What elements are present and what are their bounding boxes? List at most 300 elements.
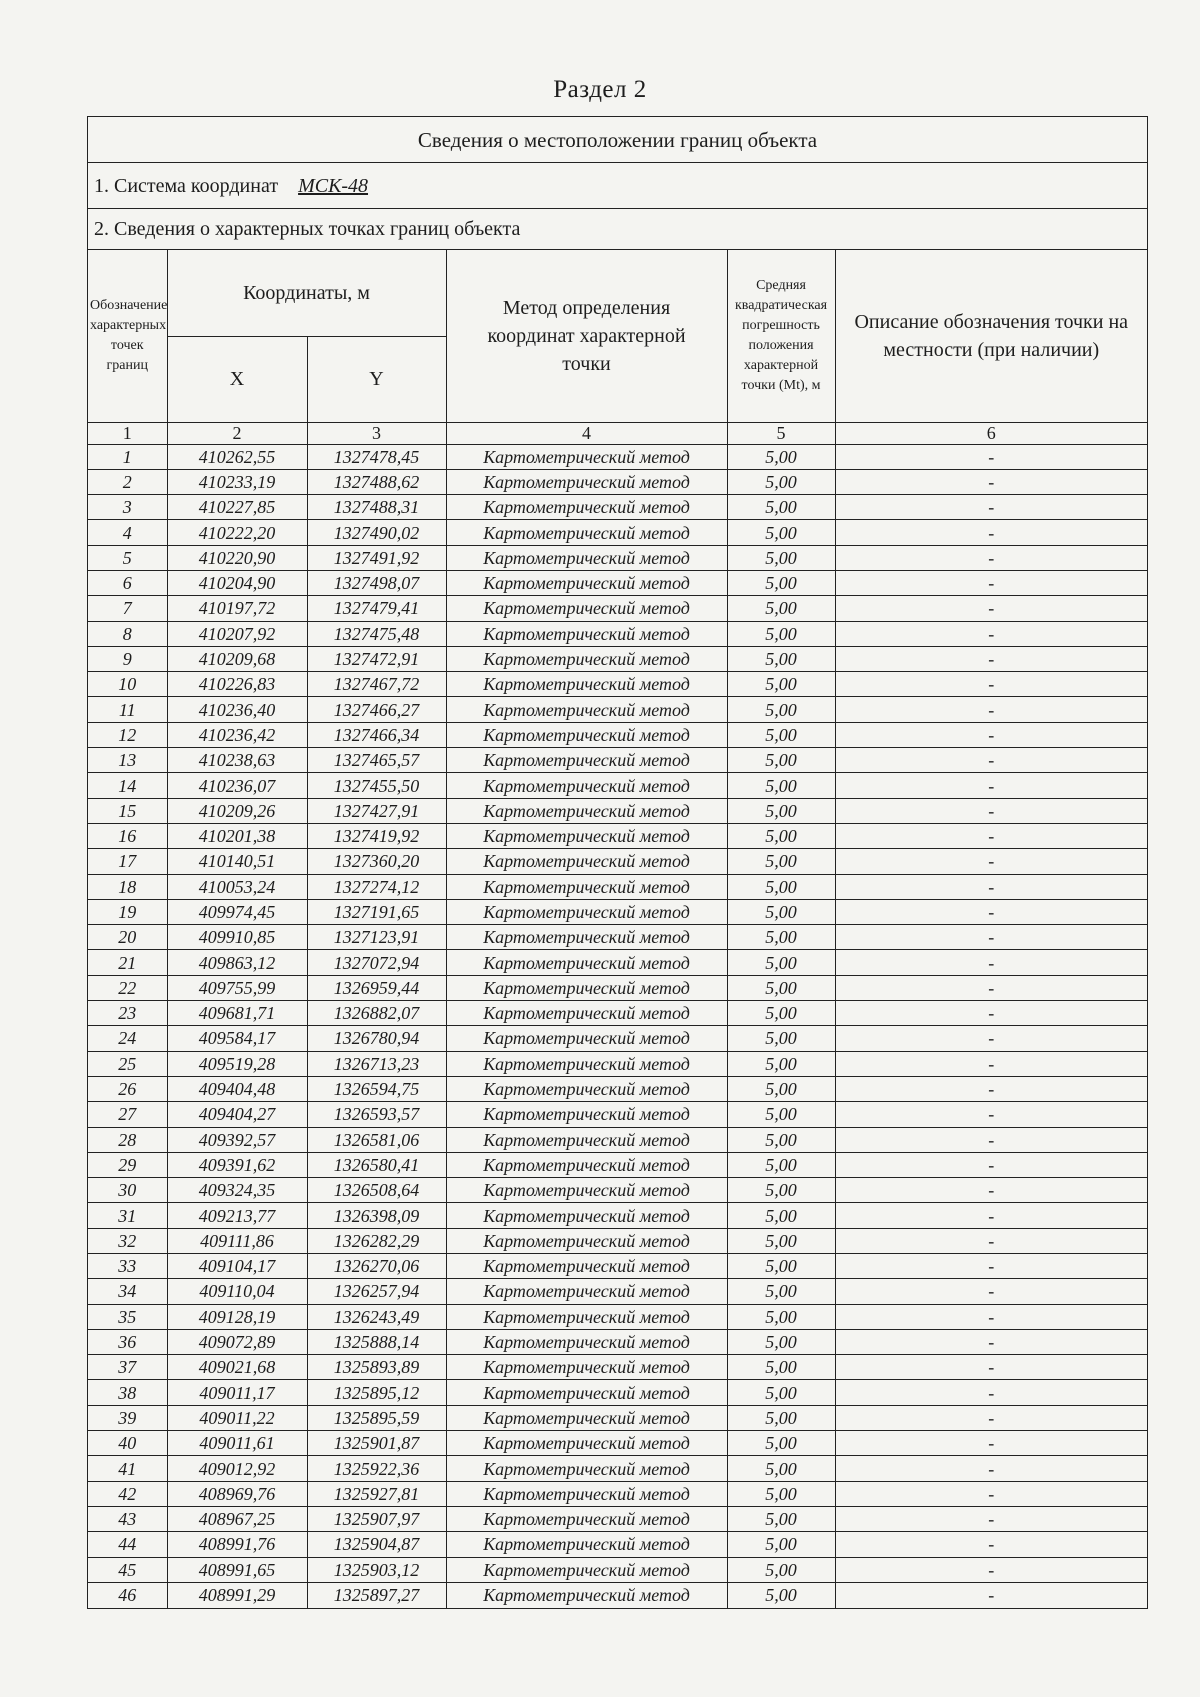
coord-x: 409404,48 [167,1076,307,1101]
description: - [835,798,1147,823]
description: - [835,1076,1147,1101]
rmse-value: 5,00 [727,1127,835,1152]
coord-y: 1325895,59 [307,1405,446,1430]
method: Картометрический метод [446,1076,727,1101]
coord-x: 408967,25 [167,1506,307,1531]
point-number: 38 [88,1380,167,1405]
header-designation: Обозначение характерных точек границ [88,250,167,422]
method: Картометрический метод [446,773,727,798]
header-method: Метод определения координат характерной точки [446,250,727,422]
coord-x: 409755,99 [167,975,307,1000]
point-number: 35 [88,1304,167,1329]
method: Картометрический метод [446,621,727,646]
method: Картометрический метод [446,823,727,848]
point-number: 6 [88,570,167,595]
table-row [88,444,1147,469]
coord-y: 1325895,12 [307,1380,446,1405]
description: - [835,1152,1147,1177]
coord-x: 410053,24 [167,874,307,899]
rmse-value: 5,00 [727,1329,835,1354]
point-number: 13 [88,748,167,773]
coord-y: 1327478,45 [307,444,446,469]
method: Картометрический метод [446,1329,727,1354]
coord-x: 410262,55 [167,444,307,469]
description: - [835,1431,1147,1456]
description: - [835,1228,1147,1253]
description: - [835,722,1147,747]
coord-y: 1327475,48 [307,621,446,646]
description: - [835,697,1147,722]
rmse-value: 5,00 [727,1178,835,1203]
method: Картометрический метод [446,1456,727,1481]
point-number: 27 [88,1102,167,1127]
rmse-value: 5,00 [727,925,835,950]
coord-x: 409011,22 [167,1405,307,1430]
point-number: 41 [88,1456,167,1481]
header-x: X [167,336,307,422]
table-row [88,1481,1147,1506]
description: - [835,925,1147,950]
rmse-value: 5,00 [727,469,835,494]
point-number: 45 [88,1557,167,1582]
table-row [88,874,1147,899]
description: - [835,596,1147,621]
point-number: 16 [88,823,167,848]
point-number: 28 [88,1127,167,1152]
table-row [88,697,1147,722]
rmse-value: 5,00 [727,1557,835,1582]
coord-x: 410227,85 [167,495,307,520]
coord-y: 1327419,92 [307,823,446,848]
coord-x: 409974,45 [167,899,307,924]
coord-x: 409012,92 [167,1456,307,1481]
description: - [835,1355,1147,1380]
coord-y: 1326882,07 [307,1001,446,1026]
point-number: 17 [88,849,167,874]
coord-y: 1327466,34 [307,722,446,747]
rmse-value: 5,00 [727,722,835,747]
method: Картометрический метод [446,975,727,1000]
method: Картометрический метод [446,545,727,570]
table-row [88,1380,1147,1405]
rmse-value: 5,00 [727,697,835,722]
method: Картометрический метод [446,1228,727,1253]
point-number: 3 [88,495,167,520]
point-number: 7 [88,596,167,621]
rmse-value: 5,00 [727,1405,835,1430]
point-number: 29 [88,1152,167,1177]
point-number: 21 [88,950,167,975]
method: Картометрический метод [446,950,727,975]
coord-y: 1327490,02 [307,520,446,545]
table-row [88,975,1147,1000]
rmse-value: 5,00 [727,849,835,874]
method: Картометрический метод [446,1279,727,1304]
rmse-value: 5,00 [727,1481,835,1506]
table-row [88,798,1147,823]
description: - [835,1001,1147,1026]
table-row [88,596,1147,621]
method: Картометрический метод [446,596,727,621]
coord-y: 1326282,29 [307,1228,446,1253]
point-number: 5 [88,545,167,570]
method: Картометрический метод [446,1127,727,1152]
rmse-value: 5,00 [727,444,835,469]
header-rmse: Средняя квадратическая погрешность положения характерной точки (Mt), м [727,250,835,422]
coord-x: 410226,83 [167,672,307,697]
point-number: 2 [88,469,167,494]
rmse-value: 5,00 [727,1152,835,1177]
description: - [835,1102,1147,1127]
point-number: 10 [88,672,167,697]
point-number: 40 [88,1431,167,1456]
coord-x: 410201,38 [167,823,307,848]
coord-system-label: 1. Система координат [94,175,279,197]
description: - [835,1456,1147,1481]
column-number: 2 [167,422,307,444]
coord-x: 409404,27 [167,1102,307,1127]
point-number: 24 [88,1026,167,1051]
description: - [835,1254,1147,1279]
coord-x: 409324,35 [167,1178,307,1203]
rmse-value: 5,00 [727,748,835,773]
header-coordinates: Координаты, м [167,250,446,336]
coord-y: 1325903,12 [307,1557,446,1582]
header-y: Y [307,336,446,422]
method: Картометрический метод [446,1431,727,1456]
description: - [835,1203,1147,1228]
description: - [835,1557,1147,1582]
table-row [88,1431,1147,1456]
column-number: 4 [446,422,727,444]
point-number: 43 [88,1506,167,1531]
point-number: 23 [88,1001,167,1026]
table-row [88,1557,1147,1582]
coord-x: 409681,71 [167,1001,307,1026]
method: Картометрический метод [446,1102,727,1127]
table-row [88,1228,1147,1253]
coord-y: 1327467,72 [307,672,446,697]
description: - [835,1178,1147,1203]
coord-system-row [88,163,1147,209]
table-row [88,1152,1147,1177]
table-row [88,950,1147,975]
point-number: 19 [88,899,167,924]
coord-x: 409910,85 [167,925,307,950]
method: Картометрический метод [446,722,727,747]
rmse-value: 5,00 [727,1582,835,1607]
coord-x: 409391,62 [167,1152,307,1177]
rmse-value: 5,00 [727,1355,835,1380]
description: - [835,874,1147,899]
point-number: 8 [88,621,167,646]
coord-x: 409213,77 [167,1203,307,1228]
method: Картометрический метод [446,1532,727,1557]
method: Картометрический метод [446,1304,727,1329]
coord-x: 410209,26 [167,798,307,823]
column-number-row [88,422,1147,444]
coord-x: 410220,90 [167,545,307,570]
point-number: 42 [88,1481,167,1506]
coord-x: 409072,89 [167,1329,307,1354]
coord-x: 409111,86 [167,1228,307,1253]
rmse-value: 5,00 [727,1304,835,1329]
coord-y: 1326243,49 [307,1304,446,1329]
rmse-value: 5,00 [727,773,835,798]
point-number: 22 [88,975,167,1000]
coord-y: 1326580,41 [307,1152,446,1177]
coord-y: 1325922,36 [307,1456,446,1481]
method: Картометрический метод [446,672,727,697]
coord-x: 410140,51 [167,849,307,874]
method: Картометрический метод [446,697,727,722]
coord-y: 1327498,07 [307,570,446,595]
coord-x: 410233,19 [167,469,307,494]
coord-x: 410236,42 [167,722,307,747]
method: Картометрический метод [446,798,727,823]
table-row [88,1254,1147,1279]
coord-x: 409584,17 [167,1026,307,1051]
method: Картометрический метод [446,1481,727,1506]
description: - [835,823,1147,848]
method: Картометрический метод [446,1001,727,1026]
coord-y: 1327123,91 [307,925,446,950]
table-row [88,545,1147,570]
coord-x: 409011,17 [167,1380,307,1405]
description: - [835,1506,1147,1531]
coord-x: 408991,76 [167,1532,307,1557]
coord-x: 410197,72 [167,596,307,621]
description: - [835,1127,1147,1152]
description: - [835,495,1147,520]
coord-y: 1326780,94 [307,1026,446,1051]
rmse-value: 5,00 [727,1431,835,1456]
description: - [835,545,1147,570]
method: Картометрический метод [446,1026,727,1051]
method: Картометрический метод [446,469,727,494]
table-row [88,1279,1147,1304]
rmse-value: 5,00 [727,1279,835,1304]
point-number: 15 [88,798,167,823]
coord-y: 1327360,20 [307,849,446,874]
method: Картометрический метод [446,520,727,545]
method: Картометрический метод [446,1254,727,1279]
description: - [835,1532,1147,1557]
point-number: 30 [88,1178,167,1203]
table-row [88,1076,1147,1101]
coord-y: 1327488,62 [307,469,446,494]
table-row [88,495,1147,520]
coord-y: 1327191,65 [307,899,446,924]
rmse-value: 5,00 [727,1026,835,1051]
rmse-value: 5,00 [727,1051,835,1076]
description: - [835,773,1147,798]
points-table-body [88,444,1147,1608]
points-section-title: 2. Сведения о характерных точках границ объекта [88,209,1147,250]
table-row [88,1203,1147,1228]
point-number: 11 [88,697,167,722]
column-number: 3 [307,422,446,444]
coord-x: 409519,28 [167,1051,307,1076]
description: - [835,646,1147,671]
column-number: 1 [88,422,167,444]
method: Картометрический метод [446,1355,727,1380]
coord-x: 410236,40 [167,697,307,722]
point-number: 36 [88,1329,167,1354]
description: - [835,748,1147,773]
description: - [835,672,1147,697]
rmse-value: 5,00 [727,1076,835,1101]
page-title: Раздел 2 [553,76,647,103]
point-number: 33 [88,1254,167,1279]
rmse-value: 5,00 [727,520,835,545]
rmse-value: 5,00 [727,899,835,924]
boundary-points-form [87,116,1148,1609]
description: - [835,1380,1147,1405]
rmse-value: 5,00 [727,1532,835,1557]
description: - [835,520,1147,545]
table-row [88,748,1147,773]
rmse-value: 5,00 [727,975,835,1000]
coord-y: 1326270,06 [307,1254,446,1279]
description: - [835,1304,1147,1329]
coord-y: 1325901,87 [307,1431,446,1456]
point-number: 4 [88,520,167,545]
description: - [835,899,1147,924]
table-row [88,849,1147,874]
method: Картометрический метод [446,1203,727,1228]
coord-x: 410207,92 [167,621,307,646]
point-number: 26 [88,1076,167,1101]
coord-y: 1326593,57 [307,1102,446,1127]
coord-y: 1325897,27 [307,1582,446,1607]
table-row [88,621,1147,646]
coord-x: 410209,68 [167,646,307,671]
coord-y: 1327274,12 [307,874,446,899]
coord-y: 1326594,75 [307,1076,446,1101]
coord-x: 409128,19 [167,1304,307,1329]
rmse-value: 5,00 [727,1001,835,1026]
coord-y: 1325893,89 [307,1355,446,1380]
point-number: 9 [88,646,167,671]
table-row [88,1026,1147,1051]
coord-x: 408969,76 [167,1481,307,1506]
table-row [88,1582,1147,1607]
method: Картометрический метод [446,1582,727,1607]
point-number: 14 [88,773,167,798]
table-row [88,1304,1147,1329]
rmse-value: 5,00 [727,672,835,697]
coord-y: 1327465,57 [307,748,446,773]
point-number: 20 [88,925,167,950]
rmse-value: 5,00 [727,950,835,975]
table-row [88,520,1147,545]
table-row [88,1178,1147,1203]
coord-y: 1325888,14 [307,1329,446,1354]
description: - [835,1279,1147,1304]
table-row [88,1532,1147,1557]
coord-x: 410222,20 [167,520,307,545]
column-number: 6 [835,422,1147,444]
table-row [88,1001,1147,1026]
description: - [835,1026,1147,1051]
method: Картометрический метод [446,925,727,950]
table-row [88,1329,1147,1354]
method: Картометрический метод [446,444,727,469]
rmse-value: 5,00 [727,1203,835,1228]
rmse-value: 5,00 [727,1228,835,1253]
coord-y: 1326398,09 [307,1203,446,1228]
rmse-value: 5,00 [727,823,835,848]
description: - [835,975,1147,1000]
coord-x: 409021,68 [167,1355,307,1380]
coord-y: 1326713,23 [307,1051,446,1076]
coord-y: 1327472,91 [307,646,446,671]
coord-system-value: МСК-48 [298,175,369,197]
description: - [835,444,1147,469]
coord-x: 410236,07 [167,773,307,798]
description: - [835,1329,1147,1354]
table-row [88,925,1147,950]
rmse-value: 5,00 [727,545,835,570]
coord-y: 1327427,91 [307,798,446,823]
table-row [88,1051,1147,1076]
method: Картометрический метод [446,1380,727,1405]
rmse-value: 5,00 [727,1380,835,1405]
coord-y: 1325927,81 [307,1481,446,1506]
description: - [835,570,1147,595]
point-number: 46 [88,1582,167,1607]
method: Картометрический метод [446,1506,727,1531]
column-number: 5 [727,422,835,444]
table-row [88,722,1147,747]
coord-x: 410204,90 [167,570,307,595]
coord-y: 1327488,31 [307,495,446,520]
rmse-value: 5,00 [727,646,835,671]
coord-y: 1327466,27 [307,697,446,722]
point-number: 18 [88,874,167,899]
method: Картометрический метод [446,495,727,520]
coord-y: 1327479,41 [307,596,446,621]
rmse-value: 5,00 [727,621,835,646]
rmse-value: 5,00 [727,495,835,520]
rmse-value: 5,00 [727,1254,835,1279]
method: Картометрический метод [446,899,727,924]
table-row [88,773,1147,798]
table-row [88,1102,1147,1127]
coord-x: 409863,12 [167,950,307,975]
coord-x: 408991,29 [167,1582,307,1607]
method: Картометрический метод [446,570,727,595]
rmse-value: 5,00 [727,1506,835,1531]
description: - [835,1051,1147,1076]
point-number: 44 [88,1532,167,1557]
method: Картометрический метод [446,646,727,671]
table-row [88,646,1147,671]
point-number: 31 [88,1203,167,1228]
coord-x: 409011,61 [167,1431,307,1456]
table-row [88,1506,1147,1531]
description: - [835,849,1147,874]
rmse-value: 5,00 [727,570,835,595]
rmse-value: 5,00 [727,1456,835,1481]
rmse-value: 5,00 [727,596,835,621]
table-row [88,1405,1147,1430]
coord-y: 1326581,06 [307,1127,446,1152]
point-number: 25 [88,1051,167,1076]
description: - [835,1405,1147,1430]
coord-x: 408991,65 [167,1557,307,1582]
